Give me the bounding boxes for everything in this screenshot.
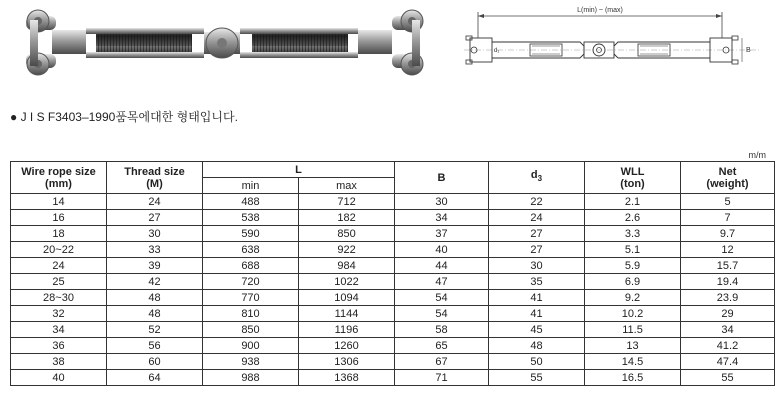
cell-net: 55 <box>681 370 775 386</box>
cell-l-max: 984 <box>299 258 395 274</box>
header-d3: $d_3$ <box>489 162 585 194</box>
cell-l-max: 922 <box>299 242 395 258</box>
cell-l-max: 1094 <box>299 290 395 306</box>
cell-l-min: 850 <box>203 322 299 338</box>
cell-wll: 14.5 <box>585 354 681 370</box>
cell-d3: 27 <box>489 242 585 258</box>
cell-d3: 45 <box>489 322 585 338</box>
header-net: Net (weight) <box>681 162 775 194</box>
table-row <box>11 370 775 386</box>
cell-thread: 24 <box>107 194 203 210</box>
cell-d3: 48 <box>489 338 585 354</box>
cell-b: 40 <box>395 242 489 258</box>
cell-d3: 24 <box>489 210 585 226</box>
cell-d3: 35 <box>489 274 585 290</box>
cell-l-max: 850 <box>299 226 395 242</box>
cell-b: 54 <box>395 306 489 322</box>
cell-thread: 33 <box>107 242 203 258</box>
cell-wire-rope: 24 <box>11 258 107 274</box>
cell-net: 19.4 <box>681 274 775 290</box>
table-row <box>11 338 775 354</box>
cell-net: 9.7 <box>681 226 775 242</box>
cell-thread: 42 <box>107 274 203 290</box>
header-l-min: min <box>203 178 299 194</box>
turnbuckle-drawing <box>460 4 772 82</box>
cell-wire-rope: 38 <box>11 354 107 370</box>
cell-l-max: 1144 <box>299 306 395 322</box>
cell-thread: 39 <box>107 258 203 274</box>
cell-d3: 55 <box>489 370 585 386</box>
cell-b: 71 <box>395 370 489 386</box>
cell-net: 12 <box>681 242 775 258</box>
cell-l-min: 900 <box>203 338 299 354</box>
cell-thread: 27 <box>107 210 203 226</box>
cell-l-max: 1368 <box>299 370 395 386</box>
cell-wire-rope: 36 <box>11 338 107 354</box>
cell-wire-rope: 28~30 <box>11 290 107 306</box>
cell-d3: 41 <box>489 306 585 322</box>
cell-l-min: 770 <box>203 290 299 306</box>
header-wll: WLL (ton) <box>585 162 681 194</box>
cell-wll: 6.9 <box>585 274 681 290</box>
cell-l-max: 182 <box>299 210 395 226</box>
cell-wire-rope: 18 <box>11 226 107 242</box>
cell-net: 41.2 <box>681 338 775 354</box>
cell-l-min: 488 <box>203 194 299 210</box>
cell-d3: 50 <box>489 354 585 370</box>
cell-wire-rope: 14 <box>11 194 107 210</box>
cell-wire-rope: 25 <box>11 274 107 290</box>
cell-thread: 30 <box>107 226 203 242</box>
cell-d3: 22 <box>489 194 585 210</box>
table-row <box>11 258 775 274</box>
cell-wll: 2.1 <box>585 194 681 210</box>
cell-wire-rope: 40 <box>11 370 107 386</box>
cell-l-min: 688 <box>203 258 299 274</box>
header-l: L <box>203 162 395 178</box>
cell-b: 37 <box>395 226 489 242</box>
table-row <box>11 242 775 258</box>
cell-b: 65 <box>395 338 489 354</box>
cell-b: 30 <box>395 194 489 210</box>
cell-b: 67 <box>395 354 489 370</box>
header-wire-rope: Wire rope size (mm) <box>11 162 107 194</box>
cell-l-max: 1306 <box>299 354 395 370</box>
b-label: B <box>746 47 751 54</box>
cell-wll: 9.2 <box>585 290 681 306</box>
cell-l-min: 720 <box>203 274 299 290</box>
cell-l-min: 810 <box>203 306 299 322</box>
cell-wire-rope: 34 <box>11 322 107 338</box>
cell-l-min: 638 <box>203 242 299 258</box>
table-row <box>11 322 775 338</box>
cell-l-max: 1022 <box>299 274 395 290</box>
table-row <box>11 306 775 322</box>
dimension-label: L(min) ~ (max) <box>577 7 623 14</box>
cell-wll: 2.6 <box>585 210 681 226</box>
table-row <box>11 290 775 306</box>
cell-net: 15.7 <box>681 258 775 274</box>
header-thread: Thread size (M) <box>107 162 203 194</box>
unit-label: m/m <box>748 150 766 160</box>
cell-thread: 48 <box>107 306 203 322</box>
cell-l-max: 1196 <box>299 322 395 338</box>
cell-thread: 64 <box>107 370 203 386</box>
d-label: d₁ <box>494 48 500 54</box>
table-row <box>11 226 775 242</box>
cell-b: 58 <box>395 322 489 338</box>
cell-wll: 5.9 <box>585 258 681 274</box>
cell-b: 54 <box>395 290 489 306</box>
spec-table-body <box>11 194 775 386</box>
cell-net: 29 <box>681 306 775 322</box>
cell-thread: 48 <box>107 290 203 306</box>
cell-net: 34 <box>681 322 775 338</box>
table-row <box>11 210 775 226</box>
cell-wll: 11.5 <box>585 322 681 338</box>
cell-l-max: 712 <box>299 194 395 210</box>
cell-l-max: 1260 <box>299 338 395 354</box>
cell-net: 23.9 <box>681 290 775 306</box>
cell-l-min: 590 <box>203 226 299 242</box>
cell-wire-rope: 20~22 <box>11 242 107 258</box>
cell-wll: 13 <box>585 338 681 354</box>
turnbuckle-photo <box>8 6 444 84</box>
cell-wll: 3.3 <box>585 226 681 242</box>
cell-d3: 27 <box>489 226 585 242</box>
cell-thread: 52 <box>107 322 203 338</box>
cell-wll: 10.2 <box>585 306 681 322</box>
table-row <box>11 354 775 370</box>
cell-thread: 60 <box>107 354 203 370</box>
jis-note: ● J I S F3403–1990품목에대한 형태입니다. <box>10 110 238 124</box>
cell-b: 34 <box>395 210 489 226</box>
cell-b: 47 <box>395 274 489 290</box>
cell-net: 47.4 <box>681 354 775 370</box>
cell-l-min: 938 <box>203 354 299 370</box>
cell-wll: 5.1 <box>585 242 681 258</box>
cell-net: 5 <box>681 194 775 210</box>
cell-d3: 41 <box>489 290 585 306</box>
spec-table <box>10 161 775 386</box>
cell-wire-rope: 16 <box>11 210 107 226</box>
cell-wire-rope: 32 <box>11 306 107 322</box>
cell-l-min: 988 <box>203 370 299 386</box>
cell-wll: 16.5 <box>585 370 681 386</box>
cell-net: 7 <box>681 210 775 226</box>
cell-thread: 56 <box>107 338 203 354</box>
header-b: B <box>395 162 489 194</box>
cell-d3: 30 <box>489 258 585 274</box>
cell-l-min: 538 <box>203 210 299 226</box>
header-l-max: max <box>299 178 395 194</box>
cell-b: 44 <box>395 258 489 274</box>
table-row <box>11 274 775 290</box>
table-row <box>11 194 775 210</box>
